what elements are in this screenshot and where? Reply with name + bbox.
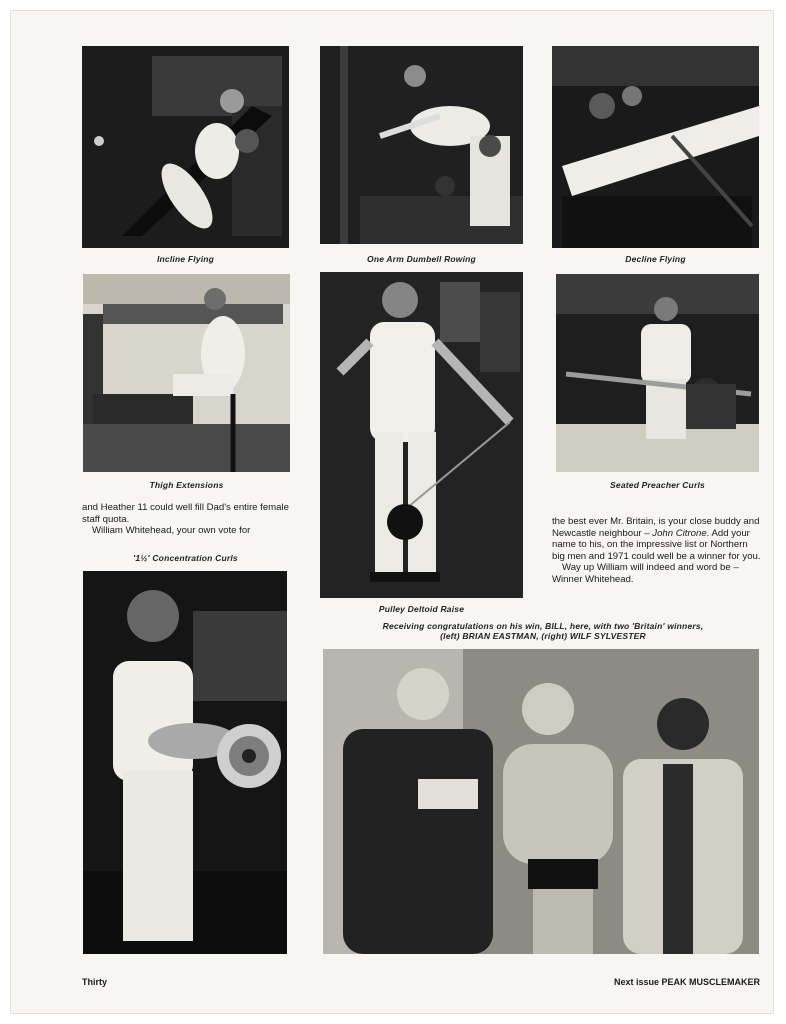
caption-one-arm-dumbell-rowing: One Arm Dumbell Rowing [367, 254, 476, 264]
photo-group-winners [323, 649, 759, 954]
caption-thigh-extensions: Thigh Extensions [149, 480, 224, 490]
photo-pulley-deltoid-raise [320, 272, 523, 598]
article-text: the best ever Mr. Britain, is your close buddy and Newcastle neighbour – [552, 516, 760, 539]
article-text: . Add your name to his, on the impressive list or Northern big men and 1971 could well be a winner for you. [552, 527, 761, 562]
article-text-left [82, 502, 294, 537]
photo-one-arm-dumbell-rowing [320, 46, 523, 244]
page-number: Thirty [82, 977, 108, 987]
photo-seated-preacher-curls [556, 274, 759, 472]
next-issue-note: Next issue PEAK MUSCLEMAKER [613, 977, 760, 987]
photo-thigh-extensions [83, 274, 290, 472]
caption-concentration-curls: '1½' Concentration Curls [133, 553, 238, 563]
caption-group-line-1: Receiving congratulations on his win, BILL, here, with two 'Britain' winners, [382, 621, 704, 631]
article-paragraph: and Heather 11 could well fill Dad's entire female staff quota. [82, 502, 289, 525]
article-paragraph: William Whitehead, your own vote for [92, 525, 251, 537]
caption-incline-flying: Incline Flying [156, 254, 215, 264]
caption-group-line-2: (left) BRIAN EASTMAN, (right) WILF SYLVESTER [440, 631, 646, 641]
article-paragraph: Way up William will indeed and word be – Winner Whitehead. [552, 562, 739, 585]
caption-group-photo [326, 621, 760, 641]
article-paragraph [552, 516, 762, 562]
caption-decline-flying: Decline Flying [625, 254, 686, 264]
photo-decline-flying [552, 46, 759, 248]
photo-concentration-curls [83, 571, 287, 954]
caption-pulley-deltoid-raise: Pulley Deltoid Raise [378, 604, 465, 614]
photo-incline-flying [82, 46, 289, 248]
caption-seated-preacher-curls: Seated Preacher Curls [610, 480, 705, 490]
person-name: John Citrone [652, 527, 707, 539]
magazine-page [10, 10, 774, 1014]
article-text-right [552, 516, 762, 586]
